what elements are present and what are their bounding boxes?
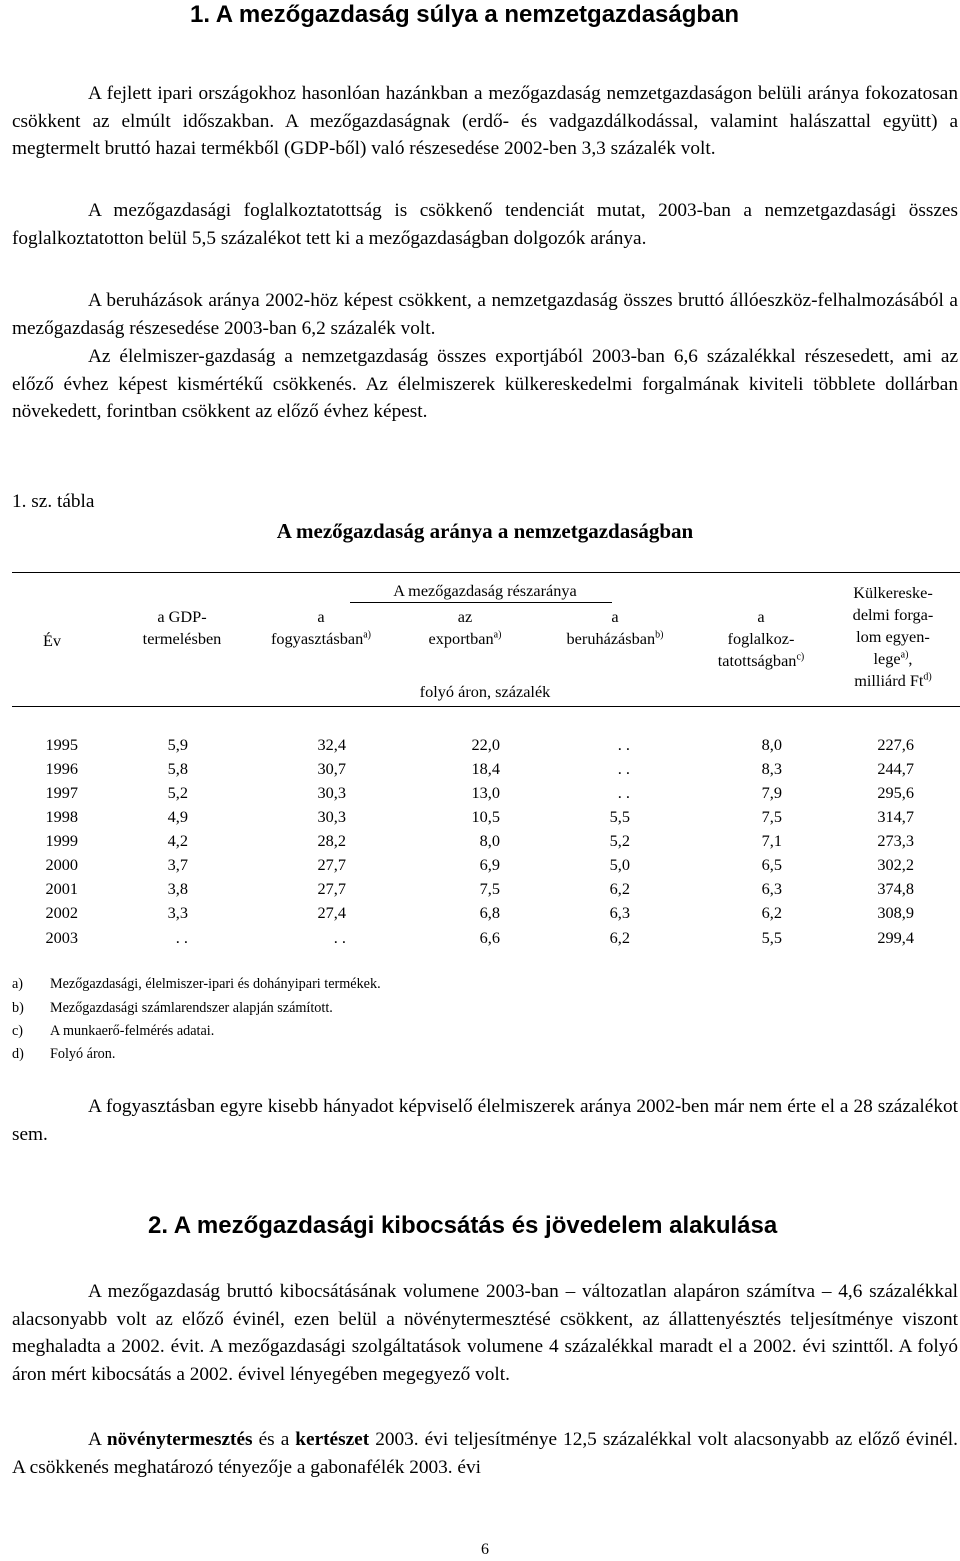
paragraph-3: A beruházások aránya 2002-höz képest csökkent, a nemzetgazdaság összes bruttó állóeszköz-felhalmozásából a mezőgazdaság részesedése 2003-ban 6,2 százalék volt.: [12, 290, 958, 339]
footnote: b) Mezőgazdasági számlarendszer alapján számított.: [12, 1000, 333, 1016]
footnote: d) Folyó áron.: [12, 1046, 116, 1062]
footnote: a) Mezőgazdasági, élelmiszer-ipari és dohányipari termékek.: [12, 976, 381, 992]
header-year: Év: [42, 631, 62, 650]
section-heading-1: 1. A mezőgazdaság súlya a nemzetgazdaságban: [190, 1, 740, 28]
page-number: 6: [481, 1541, 489, 1558]
footnote: c) A munkaerő-felmérés adatai.: [12, 1023, 215, 1039]
table-label: 1. sz. tábla: [12, 491, 95, 512]
paragraph-4: Az élelmiszer-gazdaság a nemzetgazdaság összes exportjából 2003-ban 6,6 százalékkal részesedett, ami az előző évhez képest kismértékű csökkenés. Az élelmiszerek külkereskedelmi forgalmának kiviteli többlete dollárban növekedett, forintban csökkent az előző évhez képest.: [12, 346, 958, 422]
table-title: A mezőgazdaság aránya a nemzetgazdaságban: [276, 519, 694, 543]
paragraph-after-table: A fogyasztásban egyre kisebb hányadot képviselő élelmiszerek aránya 2002-ben már nem érte el a 28 százalékot sem.: [12, 1096, 958, 1145]
header-trade: Külkereske- delmi forga- lom egyen- lege$^{a)}$, milliárd Ft$^{d)}$: [852, 583, 934, 690]
table-header-rule: [12, 706, 960, 707]
header-gdp: a GDP- termelésben: [142, 607, 222, 648]
header-investment: a beruházásban$^{b)}$: [566, 607, 664, 648]
header-export: az exportban$^{a)}$: [428, 607, 502, 648]
paragraph-2: A mezőgazdasági foglalkoztatottság is csökkenő tendenciát mutat, 2003-ban a nemzetgazdasági összes foglalkoztatotton belül 5,5 százalékot tett ki a mezőgazdaságban dolgozók aránya.: [12, 200, 958, 249]
group-header-rule: [350, 602, 612, 603]
header-group: A mezőgazdaság részaránya: [393, 581, 577, 600]
paragraph-section2-1: A mezőgazdaság bruttó kibocsátásának volumene 2003-ban – változatlan alapáron számítva – 4,6 százalékkal alacsonyabb volt az előző évinél, ezen belül a növénytermesztésé csökkent, az állattenyésztés teljesítménye viszont meghaladta a 2002. évit. A mezőgazdasági szolgáltatások volumene 4 százalékkal maradt el a 2002. évi szinttől. A folyó áron mért kibocsátás a 2002. évivel lényegében megegyező volt.: [12, 1281, 958, 1385]
table-top-rule: [12, 572, 960, 573]
header-consumption: a fogyasztásban$^{a)}$: [270, 607, 371, 648]
paragraph-1: A fejlett ipari országokhoz hasonlóan hazánkban a mezőgazdaság nemzetgazdaságon belüli aránya fokozatosan csökkent az elmúlt időszakban. A mezőgazdaságnak (erdő- és vadgazdálkodással, valamint halászattal együtt) a megtermelt bruttó hazai termékből (GDP-ből) való részesedése 2002-ben 3,3 százalék volt.: [12, 83, 958, 159]
header-employment: a foglalkoz- tatottságban$^{c)}$: [717, 607, 805, 670]
header-units: folyó áron, százalék: [419, 682, 551, 701]
paragraph-section2-2: A növénytermesztés és a kertészet 2003. évi teljesítménye 12,5 százalékkal volt alacsonyabb az előző évinél. A csökkenés meghatározó tényezője a gabonafélék 2003. évi: [12, 1429, 958, 1478]
section-heading-2: 2. A mezőgazdasági kibocsátás és jövedelem alakulása: [148, 1212, 778, 1239]
